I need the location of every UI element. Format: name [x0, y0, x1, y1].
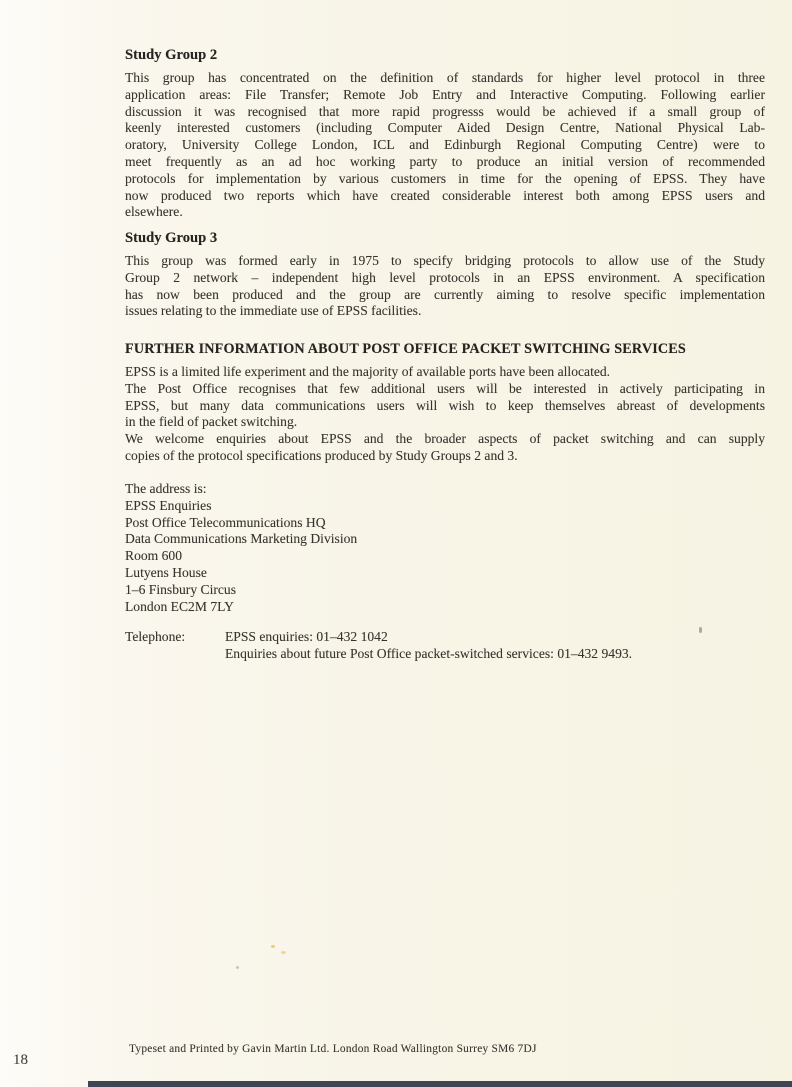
section-study-group-2-body: [125, 70, 765, 221]
scan-edge-bar: [88, 1081, 792, 1087]
paragraph-line: The Post Office recognises that few additional users will be interested in actively participating in: [125, 380, 765, 396]
section-study-group-3: [125, 230, 765, 247]
scan-speck: [271, 945, 275, 948]
section-study-group-2: [125, 47, 765, 64]
paragraph-line: EPSS is a limited life experiment and the majority of available ports have been allocated.: [125, 364, 611, 379]
paragraph-line: now produced two reports which have created considerable interest both among EPSS users and: [125, 187, 765, 203]
paragraph-line: oratory, University College London, ICL and Edinburgh Regional Computing Centre) were to: [125, 137, 765, 153]
paragraph-line: in the field of packet switching.: [125, 414, 298, 430]
telephone-line: Enquiries about future Post Office packet-switched services: 01–432 9493.: [225, 645, 633, 661]
telephone-label: Telephone:: [125, 629, 186, 644]
scan-speck: [236, 966, 239, 969]
telephone-lines: [225, 629, 632, 663]
address-line: EPSS Enquiries: [125, 497, 212, 513]
paragraph-line: EPSS, but many data communications users will wish to keep themselves abreast of developments: [125, 397, 765, 413]
section-heading: Study Group 3: [125, 230, 218, 246]
page-number: 18: [13, 1052, 28, 1068]
scan-speck: [699, 627, 702, 633]
address-line: Post Office Telecommunications HQ: [125, 514, 326, 530]
section-heading: FURTHER INFORMATION ABOUT POST OFFICE PACKET SWITCHING SERVICES: [125, 341, 686, 357]
paragraph-line: We welcome enquiries about EPSS and the broader aspects of packet switching and can supply: [125, 431, 765, 447]
address-line: Data Communications Marketing Division: [125, 531, 358, 547]
paragraph-line: Group 2 network – independent high level protocols in an EPSS environment. A specification: [125, 269, 765, 285]
printer-imprint: Typeset and Printed by Gavin Martin Ltd. London Road Wallington Surrey SM6 7DJ: [129, 1043, 537, 1055]
section-study-group-3-body: [125, 253, 765, 320]
section-heading: Study Group 2: [125, 47, 218, 63]
address-line: London EC2M 7LY: [125, 598, 234, 614]
address-line: 1–6 Finsbury Circus: [125, 581, 237, 597]
paragraph-line: keenly interested customers (including Computer Aided Design Centre, National Physical Lab-: [125, 120, 765, 136]
address-line: Room 600: [125, 548, 183, 564]
paragraph-line: This group has concentrated on the definition of standards for higher level protocol in three: [125, 70, 765, 85]
paragraph-line: elsewhere.: [125, 204, 183, 220]
paragraph-line: application areas: File Transfer; Remote Job Entry and Interactive Computing. Following earlier: [125, 86, 765, 102]
paragraph-line: discussion it was recognised that more rapid progresss would be achieved if a small group of: [125, 103, 765, 119]
telephone-block: [125, 629, 765, 663]
address-block: [125, 481, 765, 615]
paragraph-line: This group was formed early in 1975 to specify bridging protocols to allow use of the Study: [125, 253, 765, 268]
paragraph-line: protocols for implementation by various customers in time for the opening of EPSS. They have: [125, 170, 765, 186]
section-further-information: [125, 341, 765, 358]
paragraph-line: copies of the protocol specifications produced by Study Groups 2 and 3.: [125, 447, 518, 463]
address-intro: The address is:: [125, 481, 207, 496]
paragraph-line: issues relating to the immediate use of EPSS facilities.: [125, 303, 422, 319]
scan-speck: [281, 951, 286, 954]
paragraph-line: has now been produced and the group are currently aiming to resolve specific implementation: [125, 286, 765, 302]
paragraph-line: meet frequently as an ad hoc working party to produce an initial version of recommended: [125, 153, 765, 169]
section-further-information-body: [125, 364, 765, 465]
telephone-line: EPSS enquiries: 01–432 1042: [225, 629, 388, 644]
address-line: Lutyens House: [125, 564, 207, 580]
